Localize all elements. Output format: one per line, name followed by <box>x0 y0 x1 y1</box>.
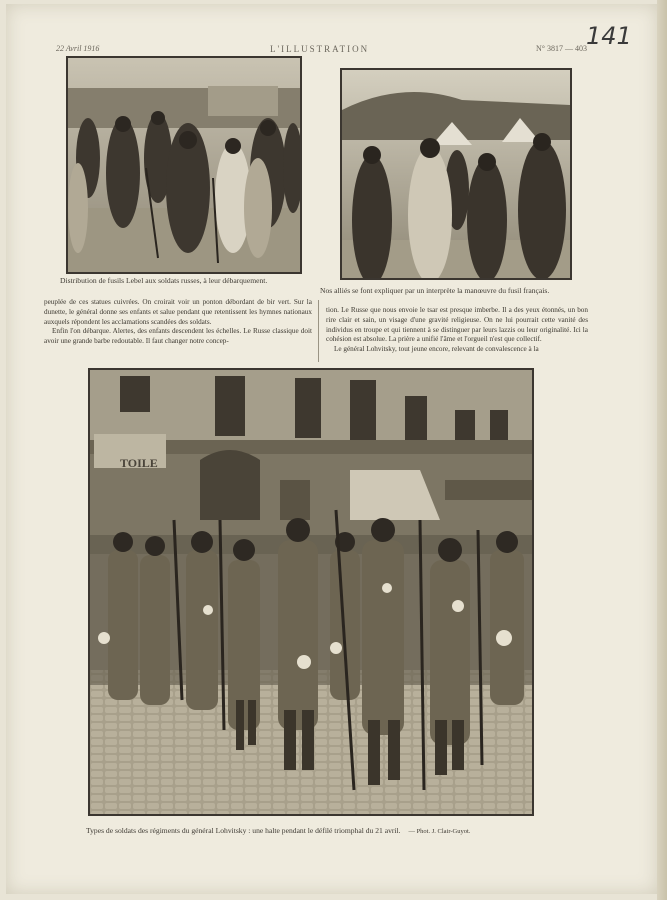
article-paragraph: Le général Lohvitsky, tout jeune encore, relevant de convalescence à la <box>334 345 539 354</box>
header-issue: N° 3817 — 403 <box>536 44 587 53</box>
article-column-right <box>326 306 588 355</box>
photo-rifle-distribution <box>66 56 302 274</box>
handwritten-folio: 141 <box>586 22 632 50</box>
article-column-left <box>44 298 312 347</box>
photo-credit: — Phot. J. Clair-Guyot. <box>408 828 471 835</box>
caption-top-right: Nos alliés se font expliquer par un interprète la manœuvre du fusil français. <box>320 286 550 295</box>
storefront-sign: TOILE <box>120 456 158 470</box>
header-date: 22 Avril 1916 <box>56 44 100 53</box>
article-paragraph: tion. Le Russe que nous envoie le tsar est presque imberbe. Il a des yeux étonnés, un bon rire clair et sain, un visage d'une gravité religieuse. On ne lui pourrait cette vanité des individus en troupe et qui tiennent à se distinguer par leurs lazzis ou leur originalité. Ici la cohésion est absolue. La prière a unifié l'âme et l'orgueil n'est que collectif. <box>326 306 588 344</box>
header-title: L'ILLUSTRATION <box>270 44 370 54</box>
article-paragraph: Enfin l'on débarque. Alertes, des enfants descendent les échelles. Le Russe classique doit avoir une grande barbe redoutable. Il faut changer notre concep- <box>44 327 312 346</box>
caption-bottom-text: Types de soldats des régiments du général Lohvitsky : une halte pendant le défilé triomphal du 21 avril. <box>86 826 401 835</box>
page-edge <box>657 0 667 900</box>
article-paragraph: peuplée de ces statues cuivrées. On croirait voir un ponton débordant de bir vert. Sur la dunette, le général donne ses enfants et salue pendant que retentissent les hymnes nationaux auxquels répondent les acclamations scandées des soldats. <box>44 298 312 326</box>
column-rule <box>318 300 319 362</box>
caption-top-left: Distribution de fusils Lebel aux soldats russes, à leur débarquement. <box>60 276 268 285</box>
caption-bottom <box>86 826 470 835</box>
photo-rifle-instruction <box>340 68 572 280</box>
photo-soldiers-parade <box>88 368 534 816</box>
